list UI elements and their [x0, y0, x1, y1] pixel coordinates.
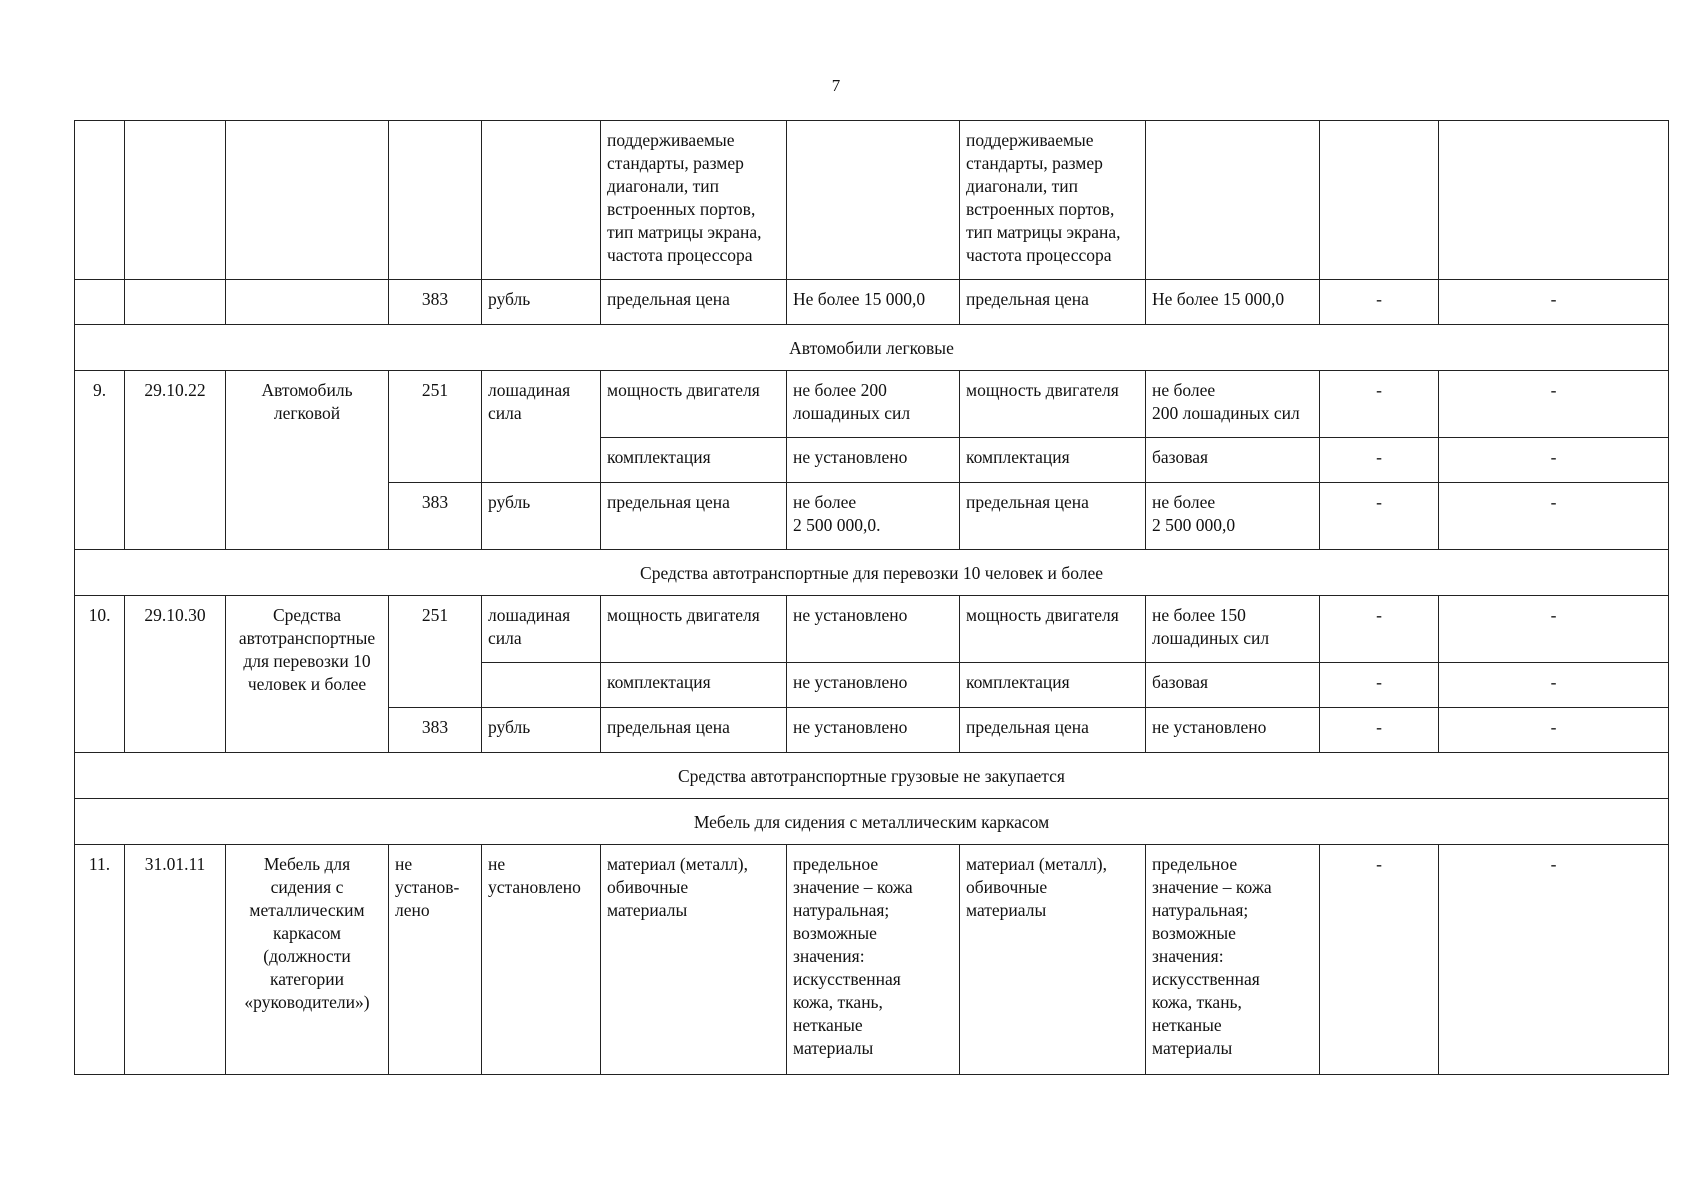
cell-empty: [389, 121, 482, 280]
cell-item-name: Мебель для сидения с металлическим каркасом (должности категории «руководители»): [226, 845, 389, 1075]
cell-characteristic-1: материал (металл), обивочные материалы: [601, 845, 787, 1075]
cell-value-1: не установлено: [787, 708, 960, 753]
cell-value-1: не более 2 500 000,0.: [787, 483, 960, 550]
cell-characteristic-1: предельная цена: [601, 483, 787, 550]
cell-characteristic-1: мощность двигателя: [601, 371, 787, 438]
cell-value-1: не установлено: [787, 663, 960, 708]
cell-empty: [226, 121, 389, 280]
cell-characteristic-1: поддерживаемые стандарты, размер диагонали, тип встроенных портов, тип матрицы экрана, частота процессора: [601, 121, 787, 280]
cell-characteristic-2: комплектация: [960, 663, 1146, 708]
cell-characteristic-1: предельная цена: [601, 280, 787, 325]
cell-value-2: Не более 15 000,0: [1146, 280, 1320, 325]
cell-dash: -: [1320, 596, 1439, 663]
cell-okpd-code: 29.10.22: [125, 371, 226, 550]
cell-empty: [482, 121, 601, 280]
cell-item-number: 10.: [75, 596, 125, 753]
cell-item-number: 11.: [75, 845, 125, 1075]
cell-value-1: не более 200 лошадиных сил: [787, 371, 960, 438]
cell-item-name: Средства автотранспортные для перевозки 10 человек и более: [226, 596, 389, 753]
cell-empty: [1439, 121, 1669, 280]
cell-value-1: Не более 15 000,0: [787, 280, 960, 325]
cell-value-2: предельное значение – кожа натуральная; возможные значения: искусственная кожа, ткань, нетканые материалы: [1146, 845, 1320, 1075]
cell-dash: -: [1439, 708, 1669, 753]
section-title-cars: Автомобили легковые: [75, 325, 1669, 371]
cell-okei-code: 383: [389, 708, 482, 753]
table-row: [75, 280, 1669, 325]
cell-okpd-code: 29.10.30: [125, 596, 226, 753]
cell-dash: -: [1439, 280, 1669, 325]
cell-okei-code: не установ- лено: [389, 845, 482, 1075]
cell-dash: -: [1439, 483, 1669, 550]
cell-characteristic-1: комплектация: [601, 438, 787, 483]
section-row: [75, 550, 1669, 596]
cell-characteristic-2: комплектация: [960, 438, 1146, 483]
cell-characteristic-2: предельная цена: [960, 483, 1146, 550]
cell-item-number: 9.: [75, 371, 125, 550]
cell-value-2: базовая: [1146, 438, 1320, 483]
cell-empty: [125, 280, 226, 325]
cell-characteristic-1: мощность двигателя: [601, 596, 787, 663]
cell-dash: -: [1320, 663, 1439, 708]
cell-dash: -: [1439, 663, 1669, 708]
cell-unit: лошадиная сила: [482, 371, 601, 483]
cell-unit: рубль: [482, 280, 601, 325]
section-title-buses: Средства автотранспортные для перевозки 10 человек и более: [75, 550, 1669, 596]
cell-okei-code: 251: [389, 371, 482, 483]
section-row: [75, 753, 1669, 799]
cell-characteristic-2: предельная цена: [960, 708, 1146, 753]
cell-dash: -: [1439, 438, 1669, 483]
cell-empty: [125, 121, 226, 280]
cell-characteristic-1: предельная цена: [601, 708, 787, 753]
cell-empty: [75, 280, 125, 325]
cell-characteristic-2: предельная цена: [960, 280, 1146, 325]
cell-empty: [226, 280, 389, 325]
cell-okei-code: 251: [389, 596, 482, 708]
cell-empty: [787, 121, 960, 280]
cell-value-2: базовая: [1146, 663, 1320, 708]
cell-okpd-code: 31.01.11: [125, 845, 226, 1075]
table-row: [75, 121, 1669, 280]
cell-empty: [75, 121, 125, 280]
section-title-furniture: Мебель для сидения с металлическим каркасом: [75, 799, 1669, 845]
cell-unit: рубль: [482, 708, 601, 753]
cell-okei-code: 383: [389, 280, 482, 325]
cell-dash: -: [1320, 438, 1439, 483]
table-row: [75, 845, 1669, 1075]
cell-value-1: предельное значение – кожа натуральная; возможные значения: искусственная кожа, ткань, нетканые материалы: [787, 845, 960, 1075]
cell-value-2: не установлено: [1146, 708, 1320, 753]
section-row: [75, 325, 1669, 371]
cell-dash: -: [1320, 280, 1439, 325]
cell-dash: -: [1320, 371, 1439, 438]
cell-characteristic-2: поддерживаемые стандарты, размер диагонали, тип встроенных портов, тип матрицы экрана, частота процессора: [960, 121, 1146, 280]
requirements-table: [74, 120, 1669, 1075]
cell-characteristic-2: мощность двигателя: [960, 596, 1146, 663]
cell-unit: лошадиная сила: [482, 596, 601, 663]
cell-dash: -: [1439, 371, 1669, 438]
cell-value-2: не более 2 500 000,0: [1146, 483, 1320, 550]
table-row: [75, 371, 1669, 438]
cell-value-2: не более 200 лошадиных сил: [1146, 371, 1320, 438]
cell-value-1: не установлено: [787, 596, 960, 663]
cell-value-1: не установлено: [787, 438, 960, 483]
section-row: [75, 799, 1669, 845]
cell-characteristic-2: мощность двигателя: [960, 371, 1146, 438]
cell-dash: -: [1439, 845, 1669, 1075]
cell-okei-code: 383: [389, 483, 482, 550]
cell-empty: [482, 663, 601, 708]
cell-dash: -: [1320, 483, 1439, 550]
cell-unit: не установлено: [482, 845, 601, 1075]
cell-empty: [1320, 121, 1439, 280]
cell-empty: [1146, 121, 1320, 280]
cell-characteristic-2: материал (металл), обивочные материалы: [960, 845, 1146, 1075]
cell-characteristic-1: комплектация: [601, 663, 787, 708]
section-title-trucks: Средства автотранспортные грузовые не закупается: [75, 753, 1669, 799]
cell-dash: -: [1320, 845, 1439, 1075]
cell-dash: -: [1320, 708, 1439, 753]
table-row: [75, 596, 1669, 663]
cell-value-2: не более 150 лошадиных сил: [1146, 596, 1320, 663]
cell-item-name: Автомобиль легковой: [226, 371, 389, 550]
cell-unit: рубль: [482, 483, 601, 550]
page-number: 7: [831, 76, 841, 95]
cell-dash: -: [1439, 596, 1669, 663]
